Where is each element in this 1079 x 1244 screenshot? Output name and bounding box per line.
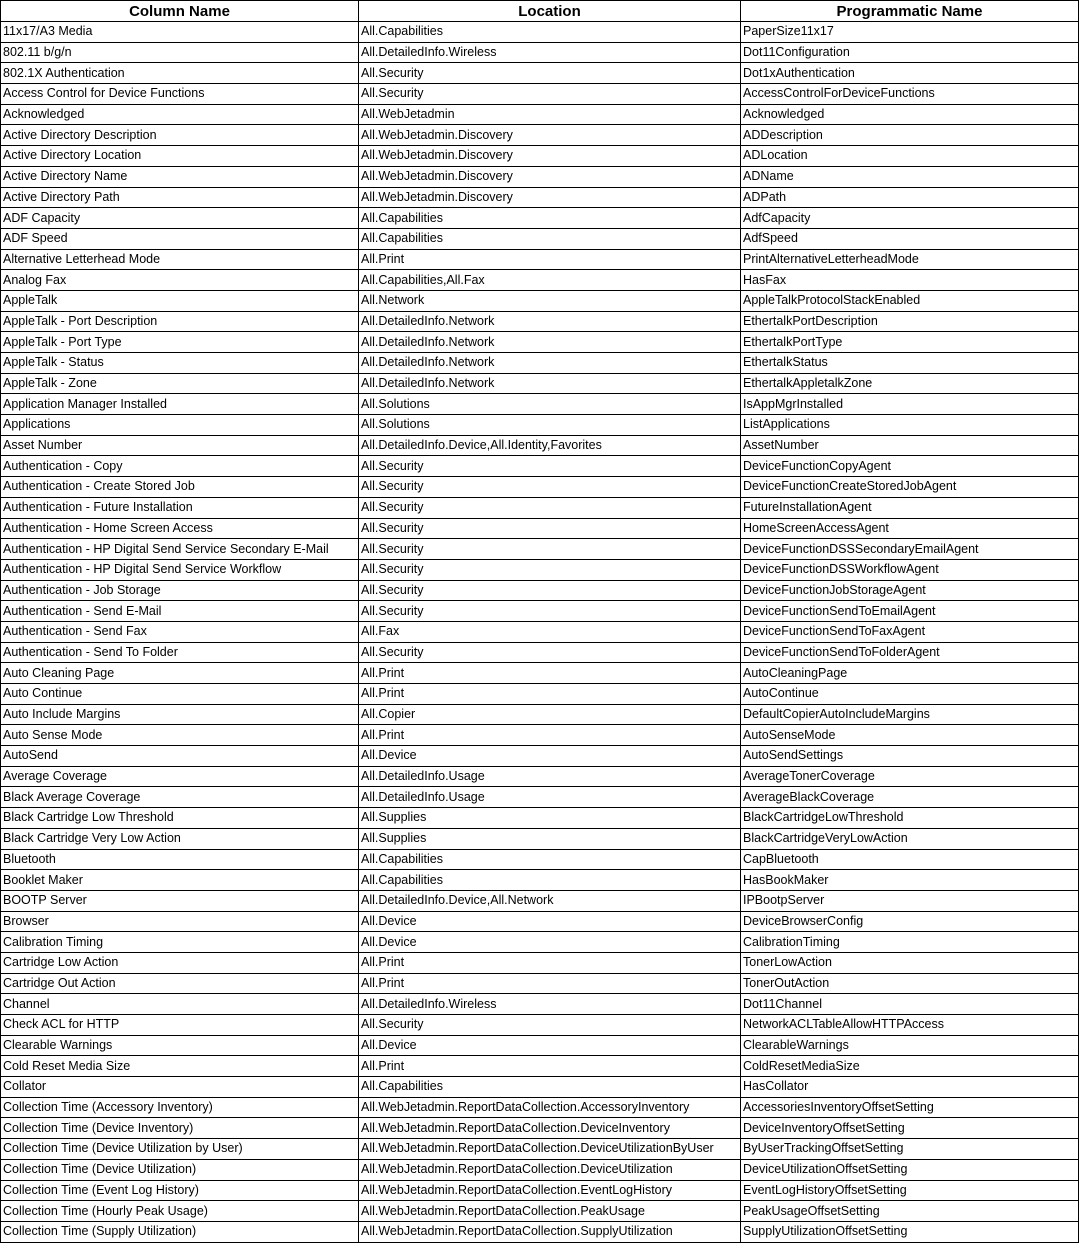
table-row <box>1 663 1079 684</box>
table-row <box>1 1035 1079 1056</box>
table-row <box>1 435 1079 456</box>
location-cell: All.WebJetadmin.Discovery <box>359 146 741 167</box>
location-cell: All.Supplies <box>359 808 741 829</box>
column-name-cell: AutoSend <box>1 746 359 767</box>
table-row <box>1 497 1079 518</box>
table-row <box>1 994 1079 1015</box>
programmatic-name-cell: AutoSenseMode <box>741 725 1079 746</box>
table-row <box>1 125 1079 146</box>
table-row <box>1 477 1079 498</box>
column-name-cell: ADF Capacity <box>1 208 359 229</box>
programmatic-name-cell: ADDescription <box>741 125 1079 146</box>
column-name-cell: Black Cartridge Very Low Action <box>1 828 359 849</box>
column-name-cell: AppleTalk - Port Type <box>1 332 359 353</box>
location-cell: All.DetailedInfo.Device,All.Identity,Favorites <box>359 435 741 456</box>
table-row <box>1 580 1079 601</box>
table-row <box>1 932 1079 953</box>
location-cell: All.Security <box>359 518 741 539</box>
column-name-cell: Black Average Coverage <box>1 787 359 808</box>
location-cell: All.DetailedInfo.Device,All.Network <box>359 890 741 911</box>
table-row <box>1 415 1079 436</box>
column-name-cell: Authentication - Create Stored Job <box>1 477 359 498</box>
programmatic-name-cell: DefaultCopierAutoIncludeMargins <box>741 704 1079 725</box>
location-cell: All.Device <box>359 746 741 767</box>
programmatic-name-cell: IPBootpServer <box>741 890 1079 911</box>
table-row <box>1 1097 1079 1118</box>
table-row <box>1 1015 1079 1036</box>
column-name-cell: Collection Time (Supply Utilization) <box>1 1221 359 1242</box>
programmatic-name-cell: DeviceFunctionSendToFaxAgent <box>741 621 1079 642</box>
location-cell: All.Device <box>359 1035 741 1056</box>
table-row <box>1 911 1079 932</box>
location-cell: All.Solutions <box>359 415 741 436</box>
programmatic-name-cell: DeviceFunctionDSSSecondaryEmailAgent <box>741 539 1079 560</box>
table-row <box>1 456 1079 477</box>
programmatic-name-cell: DeviceFunctionSendToEmailAgent <box>741 601 1079 622</box>
column-name-cell: Average Coverage <box>1 766 359 787</box>
programmatic-name-cell: TonerLowAction <box>741 952 1079 973</box>
programmatic-name-cell: CalibrationTiming <box>741 932 1079 953</box>
location-cell: All.WebJetadmin.ReportDataCollection.DeviceInventory <box>359 1118 741 1139</box>
programmatic-name-cell: ADPath <box>741 187 1079 208</box>
column-name-cell: Analog Fax <box>1 270 359 291</box>
table-row <box>1 290 1079 311</box>
location-cell: All.DetailedInfo.Network <box>359 353 741 374</box>
column-name-cell: Cartridge Low Action <box>1 952 359 973</box>
table-row <box>1 1180 1079 1201</box>
programmatic-name-cell: BlackCartridgeLowThreshold <box>741 808 1079 829</box>
programmatic-name-cell: DeviceFunctionCopyAgent <box>741 456 1079 477</box>
table-row <box>1 187 1079 208</box>
column-name-cell: Authentication - Copy <box>1 456 359 477</box>
table-row <box>1 1118 1079 1139</box>
table-row <box>1 332 1079 353</box>
programmatic-name-cell: ClearableWarnings <box>741 1035 1079 1056</box>
programmatic-name-cell: AutoCleaningPage <box>741 663 1079 684</box>
programmatic-name-cell: DeviceBrowserConfig <box>741 911 1079 932</box>
column-name-cell: ADF Speed <box>1 228 359 249</box>
location-cell: All.WebJetadmin.Discovery <box>359 187 741 208</box>
column-name-cell: Collection Time (Hourly Peak Usage) <box>1 1201 359 1222</box>
column-name-cell: 802.1X Authentication <box>1 63 359 84</box>
column-name-cell: Collator <box>1 1077 359 1098</box>
column-name-cell: Collection Time (Event Log History) <box>1 1180 359 1201</box>
location-cell: All.WebJetadmin <box>359 104 741 125</box>
location-cell: All.Network <box>359 290 741 311</box>
location-cell: All.WebJetadmin.ReportDataCollection.AccessoryInventory <box>359 1097 741 1118</box>
table-row <box>1 42 1079 63</box>
programmatic-name-cell: PrintAlternativeLetterheadMode <box>741 249 1079 270</box>
programmatic-name-cell: ADLocation <box>741 146 1079 167</box>
table-row <box>1 208 1079 229</box>
programmatic-name-cell: SupplyUtilizationOffsetSetting <box>741 1221 1079 1242</box>
table-row <box>1 1139 1079 1160</box>
column-name-cell: 11x17/A3 Media <box>1 22 359 43</box>
column-name-cell: Auto Continue <box>1 684 359 705</box>
table-row <box>1 22 1079 43</box>
programmatic-name-cell: AdfCapacity <box>741 208 1079 229</box>
table-row <box>1 601 1079 622</box>
column-name-cell: 802.11 b/g/n <box>1 42 359 63</box>
column-name-cell: Authentication - Job Storage <box>1 580 359 601</box>
column-name-cell: Calibration Timing <box>1 932 359 953</box>
location-cell: All.Security <box>359 539 741 560</box>
location-cell: All.Security <box>359 497 741 518</box>
location-cell: All.Capabilities <box>359 849 741 870</box>
column-name-cell: Authentication - HP Digital Send Service Secondary E-Mail <box>1 539 359 560</box>
programmatic-name-cell: AppleTalkProtocolStackEnabled <box>741 290 1079 311</box>
column-name-cell: Auto Include Margins <box>1 704 359 725</box>
location-cell: All.Capabilities <box>359 228 741 249</box>
table-row <box>1 104 1079 125</box>
column-name-cell: Black Cartridge Low Threshold <box>1 808 359 829</box>
column-name-cell: Collection Time (Device Utilization) <box>1 1159 359 1180</box>
column-name-cell: Check ACL for HTTP <box>1 1015 359 1036</box>
column-name-cell: Authentication - Send E-Mail <box>1 601 359 622</box>
programmatic-name-cell: HomeScreenAccessAgent <box>741 518 1079 539</box>
table-row <box>1 787 1079 808</box>
location-cell: All.Capabilities <box>359 870 741 891</box>
column-name-cell: Collection Time (Accessory Inventory) <box>1 1097 359 1118</box>
location-cell: All.Device <box>359 932 741 953</box>
table-row <box>1 621 1079 642</box>
location-cell: All.Capabilities,All.Fax <box>359 270 741 291</box>
table-row <box>1 766 1079 787</box>
table-row <box>1 84 1079 105</box>
table-row <box>1 746 1079 767</box>
location-cell: All.Print <box>359 684 741 705</box>
column-name-cell: AppleTalk - Status <box>1 353 359 374</box>
table-row <box>1 518 1079 539</box>
programmatic-name-cell: AdfSpeed <box>741 228 1079 249</box>
programmatic-name-cell: AverageTonerCoverage <box>741 766 1079 787</box>
column-name-cell: Authentication - HP Digital Send Service Workflow <box>1 559 359 580</box>
programmatic-name-cell: DeviceFunctionSendToFolderAgent <box>741 642 1079 663</box>
location-cell: All.WebJetadmin.ReportDataCollection.DeviceUtilization <box>359 1159 741 1180</box>
programmatic-name-cell: Dot1xAuthentication <box>741 63 1079 84</box>
location-cell: All.WebJetadmin.Discovery <box>359 166 741 187</box>
location-cell: All.Print <box>359 663 741 684</box>
table-row <box>1 704 1079 725</box>
column-name-cell: Acknowledged <box>1 104 359 125</box>
table-row <box>1 725 1079 746</box>
column-name-cell: Authentication - Send To Folder <box>1 642 359 663</box>
column-name-cell: Auto Sense Mode <box>1 725 359 746</box>
programmatic-name-cell: BlackCartridgeVeryLowAction <box>741 828 1079 849</box>
table-row <box>1 828 1079 849</box>
programmatic-name-cell: DeviceInventoryOffsetSetting <box>741 1118 1079 1139</box>
location-cell: All.WebJetadmin.Discovery <box>359 125 741 146</box>
programmatic-name-cell: NetworkACLTableAllowHTTPAccess <box>741 1015 1079 1036</box>
location-cell: All.Supplies <box>359 828 741 849</box>
table-row <box>1 166 1079 187</box>
programmatic-name-cell: DeviceUtilizationOffsetSetting <box>741 1159 1079 1180</box>
programmatic-name-cell: ByUserTrackingOffsetSetting <box>741 1139 1079 1160</box>
programmatic-name-cell: AutoContinue <box>741 684 1079 705</box>
column-name-cell: Access Control for Device Functions <box>1 84 359 105</box>
column-name-cell: BOOTP Server <box>1 890 359 911</box>
programmatic-name-cell: PaperSize11x17 <box>741 22 1079 43</box>
programmatic-name-cell: DeviceFunctionCreateStoredJobAgent <box>741 477 1079 498</box>
table-row <box>1 1201 1079 1222</box>
column-name-cell: Authentication - Home Screen Access <box>1 518 359 539</box>
table-row <box>1 849 1079 870</box>
location-cell: All.Security <box>359 456 741 477</box>
column-name-cell: Asset Number <box>1 435 359 456</box>
table-row <box>1 1159 1079 1180</box>
programmatic-name-cell: DeviceFunctionJobStorageAgent <box>741 580 1079 601</box>
programmatic-name-cell: AssetNumber <box>741 435 1079 456</box>
location-cell: All.Security <box>359 601 741 622</box>
column-name-cell: AppleTalk - Port Description <box>1 311 359 332</box>
table-row <box>1 1221 1079 1242</box>
programmatic-name-cell: CapBluetooth <box>741 849 1079 870</box>
programmatic-name-cell: EthertalkPortType <box>741 332 1079 353</box>
table-row <box>1 1056 1079 1077</box>
column-name-cell: Active Directory Path <box>1 187 359 208</box>
location-cell: All.Capabilities <box>359 208 741 229</box>
location-cell: All.DetailedInfo.Wireless <box>359 994 741 1015</box>
programmatic-name-cell: Dot11Channel <box>741 994 1079 1015</box>
column-name-cell: Active Directory Name <box>1 166 359 187</box>
table-row <box>1 249 1079 270</box>
header-column-name: Column Name <box>1 1 359 22</box>
table-row <box>1 539 1079 560</box>
column-name-cell: Channel <box>1 994 359 1015</box>
programmatic-name-cell: ListApplications <box>741 415 1079 436</box>
location-cell: All.Capabilities <box>359 22 741 43</box>
location-cell: All.WebJetadmin.ReportDataCollection.SupplyUtilization <box>359 1221 741 1242</box>
location-cell: All.Print <box>359 725 741 746</box>
location-cell: All.Security <box>359 559 741 580</box>
header-programmatic-name: Programmatic Name <box>741 1 1079 22</box>
location-cell: All.Security <box>359 477 741 498</box>
location-cell: All.DetailedInfo.Network <box>359 311 741 332</box>
programmatic-name-cell: Acknowledged <box>741 104 1079 125</box>
table-row <box>1 642 1079 663</box>
programmatic-name-cell: ColdResetMediaSize <box>741 1056 1079 1077</box>
programmatic-name-cell: EventLogHistoryOffsetSetting <box>741 1180 1079 1201</box>
programmatic-name-cell: EthertalkStatus <box>741 353 1079 374</box>
table-row <box>1 63 1079 84</box>
programmatic-name-cell: HasCollator <box>741 1077 1079 1098</box>
location-cell: All.Copier <box>359 704 741 725</box>
programmatic-name-cell: FutureInstallationAgent <box>741 497 1079 518</box>
table-row <box>1 952 1079 973</box>
column-name-cell: Collection Time (Device Utilization by User) <box>1 1139 359 1160</box>
location-cell: All.Security <box>359 642 741 663</box>
column-name-cell: Booklet Maker <box>1 870 359 891</box>
table-row <box>1 228 1079 249</box>
table-row <box>1 559 1079 580</box>
location-cell: All.DetailedInfo.Usage <box>359 766 741 787</box>
column-name-cell: AppleTalk - Zone <box>1 373 359 394</box>
column-name-cell: Authentication - Send Fax <box>1 621 359 642</box>
location-cell: All.DetailedInfo.Usage <box>359 787 741 808</box>
header-row <box>1 1 1079 22</box>
table-row <box>1 373 1079 394</box>
location-cell: All.Device <box>359 911 741 932</box>
location-cell: All.WebJetadmin.ReportDataCollection.EventLogHistory <box>359 1180 741 1201</box>
column-name-cell: Alternative Letterhead Mode <box>1 249 359 270</box>
table-row <box>1 270 1079 291</box>
programmatic-name-cell: AccessoriesInventoryOffsetSetting <box>741 1097 1079 1118</box>
location-cell: All.Fax <box>359 621 741 642</box>
table-row <box>1 1077 1079 1098</box>
programmatic-name-cell: HasBookMaker <box>741 870 1079 891</box>
location-cell: All.Print <box>359 249 741 270</box>
table-row <box>1 890 1079 911</box>
column-name-cell: Application Manager Installed <box>1 394 359 415</box>
location-cell: All.Print <box>359 952 741 973</box>
programmatic-name-cell: EthertalkAppletalkZone <box>741 373 1079 394</box>
programmatic-name-cell: HasFax <box>741 270 1079 291</box>
location-cell: All.DetailedInfo.Wireless <box>359 42 741 63</box>
table-row <box>1 808 1079 829</box>
table-row <box>1 870 1079 891</box>
column-name-cell: Cartridge Out Action <box>1 973 359 994</box>
column-name-cell: Collection Time (Device Inventory) <box>1 1118 359 1139</box>
programmatic-name-cell: ADName <box>741 166 1079 187</box>
location-cell: All.Security <box>359 1015 741 1036</box>
programmatic-name-cell: AverageBlackCoverage <box>741 787 1079 808</box>
column-name-cell: Authentication - Future Installation <box>1 497 359 518</box>
programmatic-name-cell: Dot11Configuration <box>741 42 1079 63</box>
table-row <box>1 394 1079 415</box>
column-name-cell: Active Directory Description <box>1 125 359 146</box>
column-name-cell: Auto Cleaning Page <box>1 663 359 684</box>
programmatic-name-cell: IsAppMgrInstalled <box>741 394 1079 415</box>
column-name-cell: AppleTalk <box>1 290 359 311</box>
location-cell: All.Solutions <box>359 394 741 415</box>
location-cell: All.Security <box>359 580 741 601</box>
programmatic-name-cell: AutoSendSettings <box>741 746 1079 767</box>
location-cell: All.Capabilities <box>359 1077 741 1098</box>
location-cell: All.WebJetadmin.ReportDataCollection.DeviceUtilizationByUser <box>359 1139 741 1160</box>
programmatic-name-cell: EthertalkPortDescription <box>741 311 1079 332</box>
programmatic-name-cell: TonerOutAction <box>741 973 1079 994</box>
programmatic-name-cell: DeviceFunctionDSSWorkflowAgent <box>741 559 1079 580</box>
column-name-cell: Browser <box>1 911 359 932</box>
column-name-cell: Applications <box>1 415 359 436</box>
programmatic-name-cell: AccessControlForDeviceFunctions <box>741 84 1079 105</box>
programmatic-name-cell: PeakUsageOffsetSetting <box>741 1201 1079 1222</box>
location-cell: All.Security <box>359 63 741 84</box>
location-cell: All.Security <box>359 84 741 105</box>
column-name-cell: Active Directory Location <box>1 146 359 167</box>
table-row <box>1 311 1079 332</box>
header-location: Location <box>359 1 741 22</box>
column-name-cell: Bluetooth <box>1 849 359 870</box>
column-name-cell: Cold Reset Media Size <box>1 1056 359 1077</box>
table-row <box>1 973 1079 994</box>
location-cell: All.Print <box>359 1056 741 1077</box>
location-cell: All.WebJetadmin.ReportDataCollection.PeakUsage <box>359 1201 741 1222</box>
table-row <box>1 146 1079 167</box>
table-body <box>1 22 1079 1243</box>
location-cell: All.DetailedInfo.Network <box>359 332 741 353</box>
location-cell: All.Print <box>359 973 741 994</box>
table-row <box>1 353 1079 374</box>
column-name-cell: Clearable Warnings <box>1 1035 359 1056</box>
location-cell: All.DetailedInfo.Network <box>359 373 741 394</box>
table-row <box>1 684 1079 705</box>
